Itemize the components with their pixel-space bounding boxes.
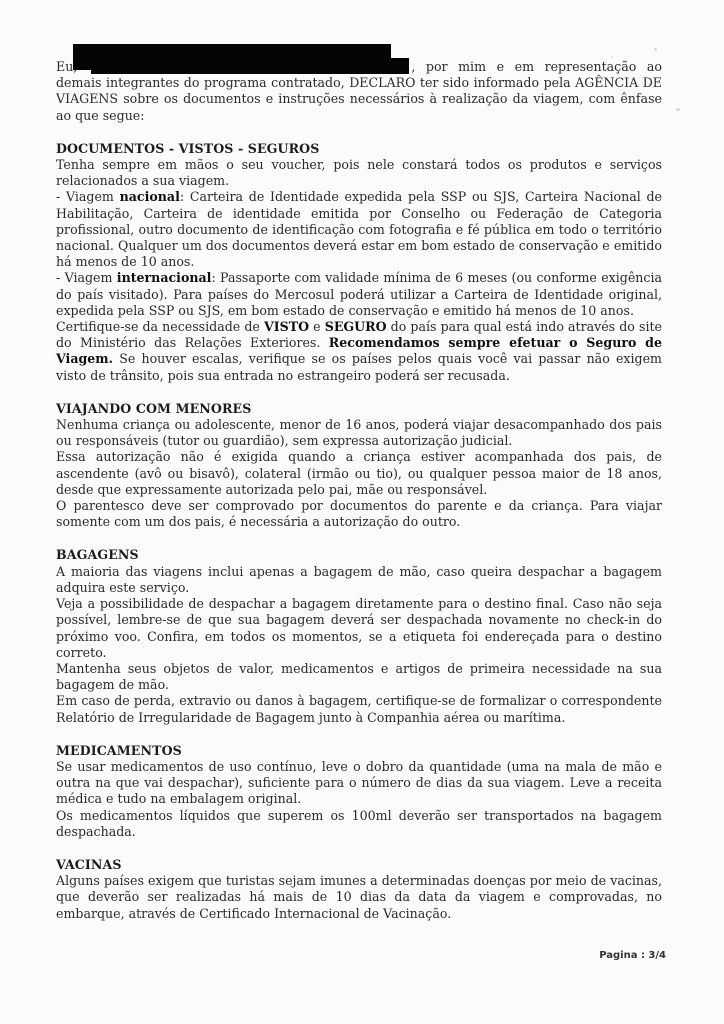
docs-national-text: : Carteira de Identidade expedida pela SSP ou SJS, Carteira Nacional de Habilitação, Carteira de identidade emitida por Conselho ou Federação de Categoria profissional, outro documento de identificação com fotografia e fé pública em todo o território nacional. Qualquer um dos documentos deverá estar em bom estado de conservação e emitido há menos de 10 anos. [56, 189, 662, 270]
docs-national-bold: nacional [119, 189, 180, 205]
docs-paragraph-visa [56, 319, 662, 384]
docs-visa-text-c: do país para qual está indo através do site do Ministério das Relações Exteriores. [56, 319, 662, 351]
docs-international-prefix: - Viagem [56, 270, 117, 286]
minors-paragraph-2: Essa autorização não é exigida quando a criança estiver acompanhada dos pais, de ascendente (avô ou bisavô), colateral (irmão ou tio), ou qualquer pessoa maior de 18 anos, desde que expressamente autorizada pelo pai, mãe ou responsável. [56, 449, 662, 497]
declaration-paragraph [56, 58, 662, 124]
meds-paragraph-1: Se usar medicamentos de uso contínuo, leve o dobro da quantidade (uma na mala de mão e outra na que vai despachar), suficiente para o número de dias da sua viagem. Leve a receita médica e tudo na embalagem original. [56, 758, 662, 807]
redacted-name-field [91, 58, 409, 74]
luggage-paragraph-4: Em caso de perda, extravio ou danos à bagagem, certifique-se de formalizar o correspondente Relatório de Irregularidade de Bagagem junto à Companhia aérea ou marítima. [56, 693, 662, 725]
docs-paragraph-voucher: Tenha sempre em mãos o seu voucher, pois nele constará todos os produtos e serviços relacionados a sua viagem. [56, 157, 662, 189]
section-documents [56, 141, 662, 384]
docs-national-prefix: - Viagem [56, 189, 120, 205]
docs-visa-text-a: Certifique-se da necessidade de [56, 319, 264, 335]
scan-speck [654, 48, 657, 51]
section-title-vaccines: VACINAS [56, 856, 122, 872]
luggage-paragraph-1: A maioria das viagens inclui apenas a bagagem de mão, caso queira despachar a bagagem adquira este serviço. [56, 563, 662, 595]
docs-visa-text-d: Se houver escalas, verifique se os países pelos quais você vai passar não exigem visto de trânsito, pois sua entrada no estrangeiro poderá ser recusada. [56, 351, 662, 383]
section-title-documents: DOCUMENTOS - VISTOS - SEGUROS [56, 140, 320, 156]
docs-visa-text-b: e [309, 319, 325, 335]
docs-paragraph-international [56, 270, 662, 319]
declaration-lead: Eu, [56, 59, 78, 74]
scan-speck [676, 108, 680, 111]
docs-recommend-bold: Recomendamos sempre efetuar o Seguro de Viagem. [56, 335, 662, 367]
docs-paragraph-national [56, 189, 662, 270]
page-number: Pagina : 3/4 [599, 950, 666, 961]
minors-paragraph-1: Nenhuma criança ou adolescente, menor de 16 anos, poderá viajar desacompanhado dos pais ou responsáveis (tutor ou guardião), sem expressa autorização judicial. [56, 417, 662, 449]
section-title-minors: VIAJANDO COM MENORES [56, 400, 252, 416]
section-vaccines [56, 857, 662, 922]
luggage-paragraph-3: Mantenha seus objetos de valor, medicamentos e artigos de primeira necessidade na sua bagagem de mão. [56, 660, 662, 693]
section-title-medication: MEDICAMENTOS [56, 742, 182, 758]
section-medication [56, 743, 662, 840]
vaccines-paragraph-1: Alguns países exigem que turistas sejam imunes a determinadas doenças por meio de vacinas, que deverão ser realizadas há mais de 10 dias da data da viagem e comprovadas, no embarque, através de Certificado Internacional de Vacinação. [56, 873, 662, 921]
section-minors [56, 401, 662, 531]
section-title-luggage: BAGAGENS [56, 547, 139, 563]
luggage-paragraph-2: Veja a possibilidade de despachar a bagagem diretamente para o destino final. Caso não seja possível, lembre-se de que sua bagagem deverá ser despachada novamente no check-in do próximo voo. Confira, em todos os momentos, se a etiqueta foi endereçada para o destino correto. [56, 596, 662, 660]
docs-international-text: : Passaporte com validade mínima de 6 meses (ou conforme exigência do país visitado). Para países do Mercosul poderá utilizar a Carteira de Identidade original, expedida pela SSP ou SJS, em bom estado de conservação e emitido há menos de 10 anos. [56, 270, 662, 318]
docs-visa-bold: VISTO [263, 319, 310, 335]
docs-international-bold: internacional [116, 270, 212, 286]
section-luggage [56, 547, 662, 725]
minors-paragraph-3: O parentesco deve ser comprovado por documentos do parente e da criança. Para viajar somente com um dos pais, é necessária a autorização do outro. [56, 498, 662, 530]
meds-paragraph-2: Os medicamentos líquidos que superem os 100ml deverão ser transportados na bagagem despachada. [56, 807, 662, 839]
declaration-text: , por mim e em representação ao demais integrantes do programa contratado, DECLARO ter sido informado pela AGÊNCIA DE VIAGENS sobre os documentos e instruções necessários à realização da viagem, com ênfase ao que segue: [56, 59, 662, 123]
docs-insurance-bold: SEGURO [324, 319, 387, 335]
document-body [56, 58, 662, 922]
